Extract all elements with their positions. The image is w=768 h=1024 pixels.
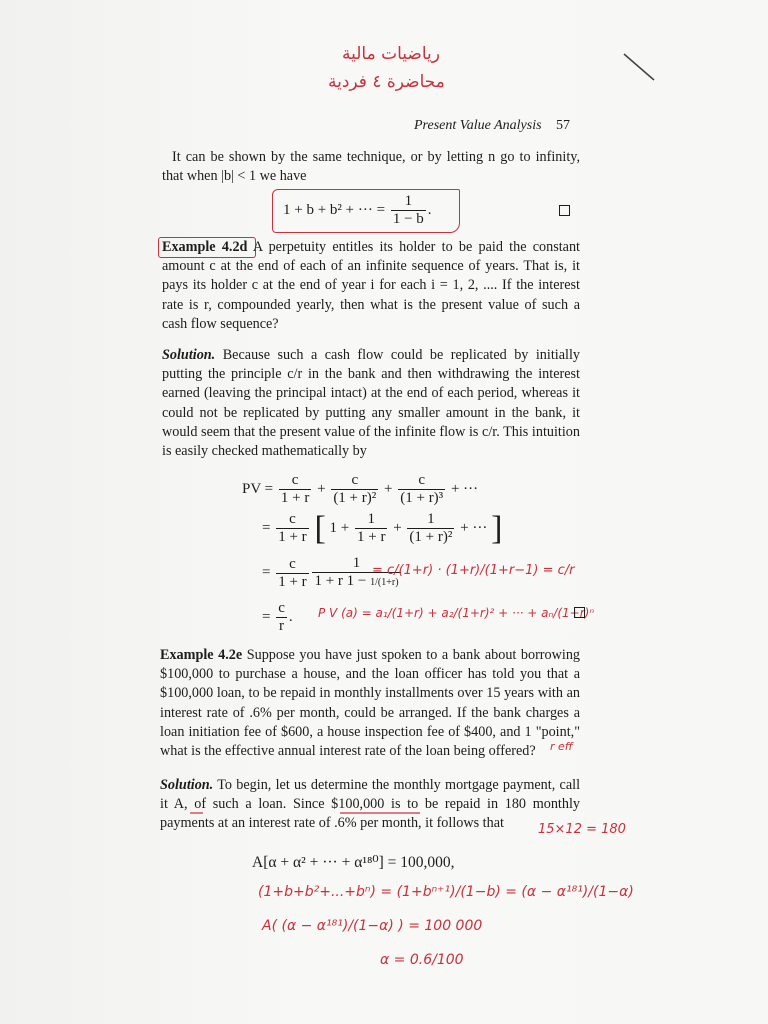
handwritten-annuity-eq: A( (α − α¹⁸¹)/(1−α) ) = 100 000	[262, 918, 483, 934]
bracket-term-2: $\frac{1}{\text{(1 + r)²}}$	[409, 511, 453, 545]
geometric-numerator: 1	[391, 193, 426, 211]
pv-term-3: $\frac{c}{\text{(1 + r)³}}$	[400, 472, 444, 506]
handwritten-r-eff: r eff	[550, 740, 573, 753]
handwritten-pv-general: P V (a) = a₁/(1+r) + a₂/(1+r)² + ··· + aₙ/(1+r)ⁿ	[318, 606, 595, 620]
geometric-lhs: 1 + b + b² + ··· =	[283, 202, 386, 218]
example-4-2e-text: Suppose you have just spoken to a bank about borrowing $100,000 to purchase a house, and the loan officer has told you that a $100,000 loan, to be repaid in monthly installments over 15 years with an interest rate of .6% per month, could be arranged. If the bank charges a loan initiation fee of $600, a house inspection fee of $400, and 1 "point," what is the effective annual interest rate of the loan being offered?	[160, 647, 581, 760]
handwritten-15x12: 15×12 = 180	[538, 822, 626, 837]
solution-4-2e-label: Solution.	[160, 777, 214, 793]
pv-line3-frac1: $\frac{c}{1 + r}$	[278, 555, 307, 590]
example-4-2d-label: Example 4.2d	[162, 239, 248, 255]
handwritten-arabic-subtitle: محاضرة ٤ فردية	[328, 72, 445, 92]
solution-4-2d-label: Solution.	[162, 347, 216, 363]
pv-line-4: = $\frac{c}{r}$ .	[262, 600, 293, 634]
pv-line3-frac2: $\frac{1}{1 + r 1 - 1/(1+r)}$	[314, 555, 399, 589]
pv-ellipsis: + ···	[450, 481, 479, 497]
handwritten-alpha-value: α = 0.6/100	[380, 952, 464, 968]
pv-line-2: = $\frac{c}{1 + r}$ [ 1 + $\frac{1}{1 + r}$ + $\frac{1}{\text{(1 + r)²}}$ + ··· ]	[262, 509, 503, 547]
pv-final-frac: $\frac{c}{r}$	[278, 600, 285, 634]
pv-factor: $\frac{c}{1 + r}$	[278, 511, 307, 545]
pv-line-1: PV = $\frac{c}{1 + r}$ + $\frac{c}{\text{(1 + r)²}}$ + $\frac{c}{\text{(1 + r)³}}$ + ···	[242, 472, 479, 506]
bracket-term-1: $\frac{1}{1 + r}$	[356, 511, 386, 545]
handwritten-geometric-sum: (1+b+b²+...+bⁿ) = (1+bⁿ⁺¹)/(1−b) = (α − α¹⁸¹)/(1−α)	[258, 884, 634, 900]
solution-4-2e-text: To begin, let us determine the monthly mortgage payment, call it A, of such a loan. Since $100,000 is to be repaid in 180 monthly payments at an interest rate of .6% per month, it follows that	[160, 777, 581, 832]
pv-label: PV =	[242, 481, 274, 497]
small-fraction: 1/(1+r)	[370, 577, 399, 588]
example-4-2d-text: A perpetuity entitles its holder to be paid the constant amount c at the end of each of an infinite sequence of years. That is, it pays its holder c at the end of year i for each i = 1, 2, .... If the interest rate is r, compounded yearly, then what is the present value of such a cash flow sequence?	[162, 239, 580, 332]
example-4-2e-label: Example 4.2e	[160, 647, 243, 663]
left-bracket: [	[314, 509, 326, 547]
pv-line-3: = $\frac{c}{1 + r}$ $\frac{1}{1 + r 1 - 1/(1+r)}$	[262, 555, 399, 590]
intro-text: It can be shown by the same technique, or by letting n go to infinity, that when |b| < 1 we have	[162, 149, 580, 185]
geometric-denominator: 1 − b	[392, 211, 424, 227]
geometric-period: .	[427, 202, 432, 218]
page-number: 57	[556, 118, 570, 133]
pv-term-2: $\frac{c}{\text{(1 + r)²}}$	[333, 472, 377, 506]
handwritten-simplification: = c/(1+r) · (1+r)/(1+r−1) = c/r	[372, 563, 575, 578]
solution-4-2d-text: Because such a cash flow could be replicated by initially putting the principle c/r in the bank and then withdrawing the interest earned (leaving the principal intact) at the end of each period, whereas it could not be replicated by putting any smaller amount in the bank, it would seem that the present value of the infinite flow is c/r. This intuition is easily checked mathematically by	[162, 347, 580, 460]
right-bracket: ]	[491, 509, 503, 547]
handwritten-arabic-title: رياضيات مالية	[342, 44, 440, 64]
pv-term-1: $\frac{c}{1 + r}$	[280, 472, 310, 506]
running-head: Present Value Analysis	[414, 118, 542, 133]
loan-equation: A[α + α² + ··· + α¹⁸⁰] = 100,000,	[252, 854, 455, 871]
